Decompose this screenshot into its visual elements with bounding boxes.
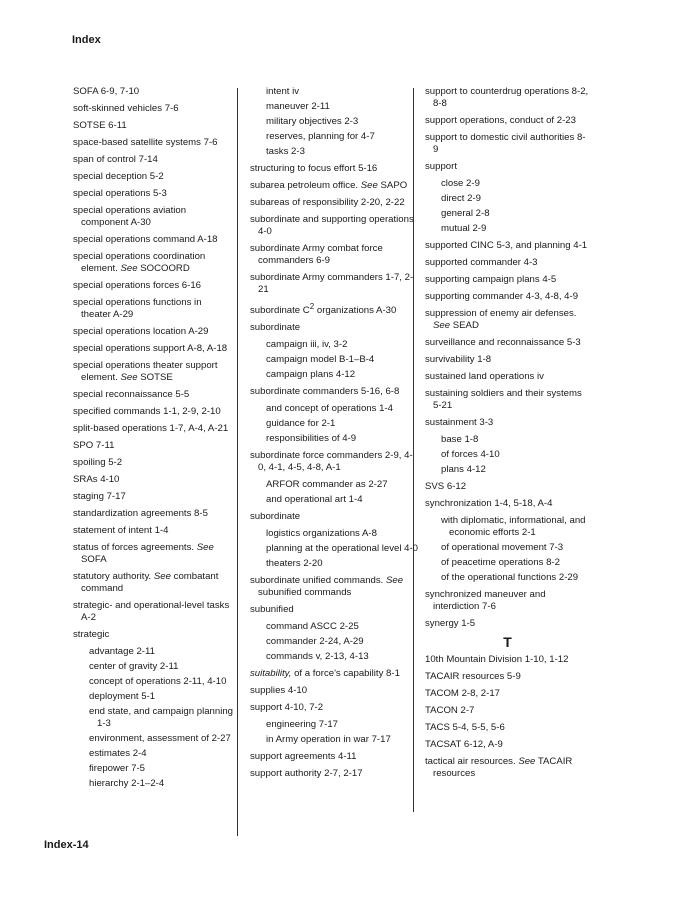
index-entry: space-based satellite systems 7-6 [73,137,218,148]
index-entry: span of control 7-14 [73,154,158,165]
index-entry: supporting commander 4-3, 4-8, 4-9 [425,291,579,302]
reference-target: SEAD [452,320,479,331]
index-entry: structuring to focus effort 5-16 [250,163,378,174]
index-subentry: campaign iii, iv, 3-2 [266,339,348,351]
index-subentry: firepower 7-5 [89,763,145,774]
index-entry: SOFA 6-9, 7-10 [73,86,140,97]
index-subentry: estimates 2-4 [89,748,147,759]
index-entry: surveillance and reconnaissance 5-3 [425,337,581,348]
index-entry: specified commands 1-1, 2-9, 2-10 [73,406,221,417]
index-entry: SRAs 4-10 [73,474,120,485]
page-footer-number: Index-14 [44,839,89,851]
index-entry: special operations 5-3 [73,188,167,199]
index-entry [250,180,418,192]
index-entry: subordinate [250,322,301,334]
index-entry: subareas of responsibility 2-20, 2-22 [250,197,405,208]
index-entry: subordinate Army commanders 1-7, 2-21 [250,272,414,295]
index-entry: subordinate commanders 5-16, 6-8 [250,386,400,398]
index-subentry: engineering 7-17 [266,719,339,731]
index-subentry: end state, and campaign planning 1-3 [89,706,234,729]
index-entry [73,360,233,384]
index-entry: supported CINC 5-3, and planning 4-1 [425,240,588,251]
reference-target: combatant command [81,571,219,594]
index-subentry: logistics organizations A-8 [266,528,377,540]
index-entry: support [425,161,457,172]
index-entry: 10th Mountain Division 1-10, 1-12 [425,654,569,665]
index-entry: support authority 2-7, 2-17 [250,768,363,780]
index-entry: survivability 1-8 [425,354,492,365]
reference-target: SOFA [81,554,107,565]
index-subentry: of operational movement 7-3 [441,542,564,553]
index-entry: sustained land operations iv [425,371,544,382]
index-subentry: planning at the operational level 4-0 [266,543,419,555]
index-entry: supporting campaign plans 4-5 [425,274,557,285]
index-entry: SPO 7-11 [73,440,115,451]
entry-text: special operations theater support element. [73,360,218,383]
index-subentry: reserves, planning for 4-7 [266,131,375,142]
index-subentry: general 2-8 [441,208,490,219]
index-subentry: hierarchy 2-1–2-4 [89,778,165,789]
index-entry [250,301,418,317]
reference-target: SOCOORD [140,263,190,274]
index-entry: split-based operations 1-7, A-4, A-21 [73,423,229,434]
index-entry: subunified [250,604,294,616]
index-entry [250,575,418,599]
index-entry: soft-skinned vehicles 7-6 [73,103,179,114]
index-column-3 [425,86,590,785]
index-entry: TACSAT 6-12, A-9 [425,739,503,750]
index-subentry: advantage 2-11 [89,646,155,657]
entry-text: suppression of enemy air defenses. [425,308,577,319]
index-subentry: with diplomatic, informational, and economic efforts 2-1 [441,515,586,538]
see-reference: See [518,756,536,767]
index-entry: strategic- and operational-level tasks A-2 [73,600,230,623]
index-entry: SOTSE 6-11 [73,120,127,131]
index-entry: standardization agreements 8-5 [73,508,208,519]
index-subentry: responsibilities of 4-9 [266,433,357,445]
index-entry: support operations, conduct of 2-23 [425,115,576,126]
index-entry: staging 7-17 [73,491,126,502]
entry-text: tactical air resources. [425,756,516,767]
see-reference: See [360,180,378,191]
index-column-2 [250,86,418,785]
index-entry: TACAIR resources 5-9 [425,671,521,682]
reference-target: subunified commands [258,587,352,599]
index-entry: TACS 5-4, 5-5, 5-6 [425,722,505,733]
index-subentry: and concept of operations 1-4 [266,403,393,415]
see-reference: See [433,320,451,331]
page-header-title: Index [72,34,101,46]
index-subentry: campaign model B-1–B-4 [266,354,375,366]
index-subentry: concept of operations 2-11, 4-10 [89,676,227,687]
index-entry: special operations location A-29 [73,326,209,337]
entry-text: subordinate unified commands. [250,575,384,587]
reference-target: TACAIR resources [433,756,573,779]
index-subentry: commands v, 2-13, 4-13 [266,651,369,663]
index-entry: special reconnaissance 5-5 [73,389,190,400]
index-subentry: campaign plans 4-12 [266,369,356,381]
index-entry: special operations aviation component A-30 [73,205,187,228]
reference-target: SOTSE [140,372,173,383]
index-entry: special operations forces 6-16 [73,280,201,291]
index-entry: special operations functions in theater A-29 [73,297,202,320]
entry-text-italic: suitability, [250,668,292,680]
index-subentry: command ASCC 2-25 [266,621,359,633]
index-entry: special deception 5-2 [73,171,164,182]
index-subentry: plans 4-12 [441,464,486,475]
index-entry: TACOM 2-8, 2-17 [425,688,500,699]
entry-text: of a force's capability 8-1 [291,668,400,680]
index-subentry: close 2-9 [441,178,480,189]
index-entry: sustaining soldiers and their systems 5-21 [425,388,582,411]
see-reference: See [120,263,138,274]
index-entry: support to domestic civil authorities 8-9 [425,132,586,155]
index-subentry: military objectives 2-3 [266,116,359,127]
index-entry: special operations command A-18 [73,234,218,245]
index-subentry: of the operational functions 2-29 [441,572,579,583]
index-entry: sustainment 3-3 [425,417,494,428]
index-entry: subordinate Army combat force commanders 6-9 [250,243,383,266]
index-subentry: tasks 2-3 [266,146,305,157]
index-entry: supported commander 4-3 [425,257,538,268]
index-subentry: and operational art 1-4 [266,494,363,506]
see-reference: See [153,571,171,582]
index-entry: support 4-10, 7-2 [250,702,324,714]
index-subentry: commander 2-24, A-29 [266,636,364,648]
index-entry: special operations support A-8, A-18 [73,343,228,354]
index-subentry: guidance for 2-1 [266,418,336,430]
see-reference: See [386,575,404,587]
superscript: 2 [309,302,315,311]
entry-text: special operations coordination element. [73,251,206,274]
column-divider-1 [237,88,238,836]
index-subentry: intent iv [266,86,300,97]
index-subentry: in Army operation in war 7-17 [266,734,391,746]
entry-text: status of forces agreements. [73,542,195,553]
index-subentry: of forces 4-10 [441,449,500,460]
index-entry: subordinate force commanders 2-9, 4-0, 4-1, 4-5, 4-8, A-1 [250,450,413,474]
index-subentry: maneuver 2-11 [266,101,330,112]
reference-target: SAPO [380,180,408,191]
index-subentry: environment, assessment of 2-27 [89,733,231,744]
section-letter-heading: T [503,634,512,650]
index-entry: synchronized maneuver and interdiction 7-6 [425,589,546,612]
index-subentry: base 1-8 [441,434,479,445]
index-entry [73,251,233,275]
index-entry: SVS 6-12 [425,481,467,492]
index-entry [73,571,233,595]
index-entry: statement of intent 1-4 [73,525,169,536]
index-subentry: direct 2-9 [441,193,481,204]
index-entry [250,668,418,680]
index-entry: TACON 2-7 [425,705,475,716]
entry-text: statutory authority. [73,571,152,582]
index-subentry: mutual 2-9 [441,223,487,234]
index-subentry: ARFOR commander as 2-27 [266,479,388,491]
index-entry: support to counterdrug operations 8-2, 8-8 [425,86,589,109]
index-entry: supplies 4-10 [250,685,308,697]
index-entry: spoiling 5-2 [73,457,123,468]
entry-text: organizations A-30 [314,305,397,317]
index-entry: synchronization 1-4, 5-18, A-4 [425,498,553,509]
entry-text: subarea petroleum office. [250,180,359,191]
index-subentry: center of gravity 2-11 [89,661,179,672]
index-entry: support agreements 4-11 [250,751,357,763]
index-entry [425,756,590,780]
index-subentry: theaters 2-20 [266,558,323,570]
index-entry: synergy 1-5 [425,618,476,629]
index-entry: subordinate and supporting operations 4-0 [250,214,414,237]
index-entry [425,308,590,332]
entry-text: subordinate C [250,305,310,317]
index-column-1 [73,86,233,795]
see-reference: See [196,542,214,553]
index-subentry: of peacetime operations 8-2 [441,557,560,568]
index-subentry: deployment 5-1 [89,691,156,702]
see-reference: See [120,372,138,383]
index-entry: strategic [73,629,110,640]
index-entry: subordinate [250,511,301,523]
index-entry [73,542,233,566]
